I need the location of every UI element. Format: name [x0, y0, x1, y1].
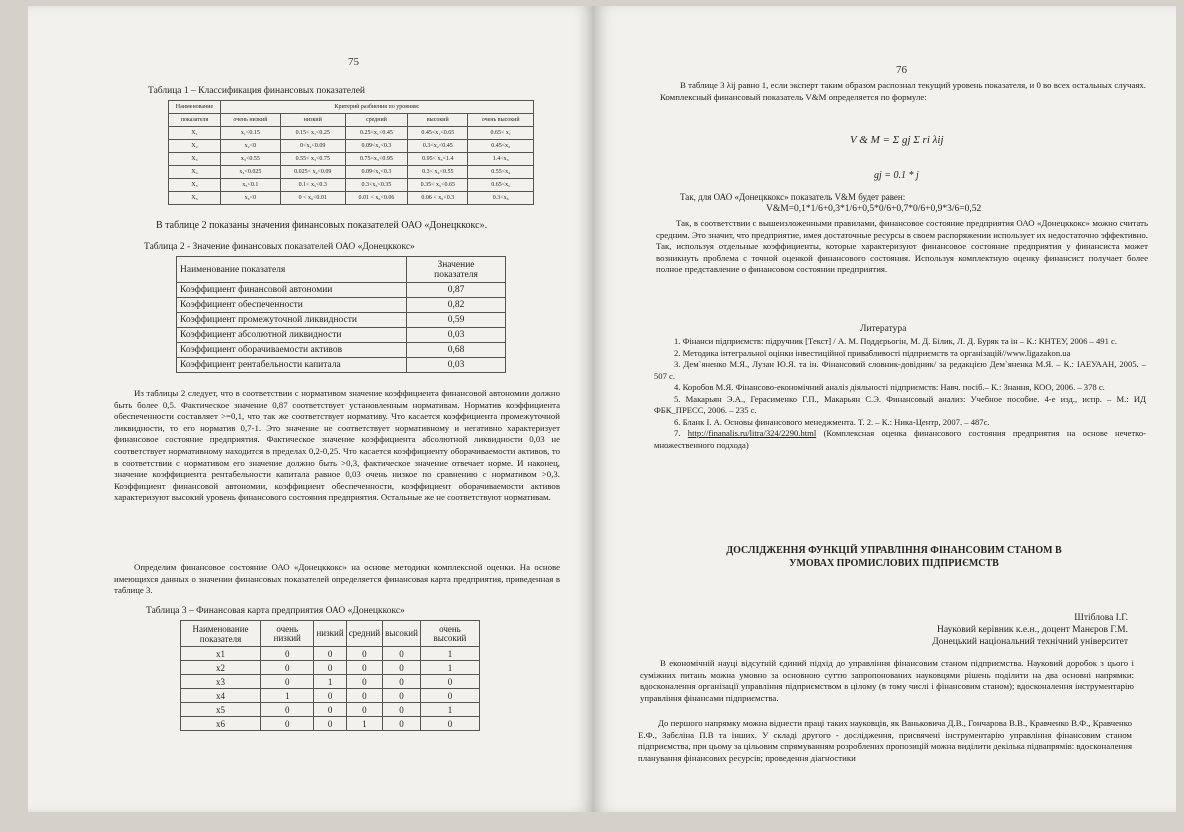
table-cell: 0.025< x₄<0.09 — [280, 166, 345, 179]
table-row — [181, 717, 480, 731]
t1-level: средний — [345, 114, 408, 127]
formula-g: gj = 0.1 * j — [874, 170, 919, 181]
table-cell: 0 — [261, 717, 314, 731]
table-cell: x₆<0 — [221, 192, 281, 205]
table-cell: 0 — [314, 703, 346, 717]
reference-item: 2. Методика інтегральної оцінки інвестиційної привабливості підприємств та організацій//www.ligazakon.ua — [674, 347, 1071, 358]
indicators-table — [176, 256, 506, 373]
t2-head-value — [407, 257, 506, 283]
table-cell: 0,03 — [407, 358, 506, 373]
table-cell: 0 — [383, 661, 421, 675]
table1-caption: Таблица 1 – Классификация финансовых показателей — [148, 86, 366, 96]
t3-head-name-1: Наименование — [192, 623, 249, 634]
table-cell: 0 — [383, 675, 421, 689]
table-cell: 1 — [420, 647, 479, 661]
table-row — [169, 192, 534, 205]
table-cell: 0 — [383, 689, 421, 703]
table-cell: 1 — [261, 689, 314, 703]
table-row — [177, 298, 506, 313]
table-cell: 0 — [383, 703, 421, 717]
table-row — [169, 140, 534, 153]
table-cell: 0.95< x₃<1.4 — [408, 153, 468, 166]
paragraph-article-2: До першого напрямку можна віднести праці таких науковців, як Ваньковича Д.В., Гончарова В.В., Кравченко В.Ф., Кравченко Е.Ф., Забєліна П.В та інших. У складі другого - дослідження, присвячені інструментарію управління фінансовим станом підприємства, при цьому за цільовим спрямуванням розроблених пропозицій можна виділити декілька підвапрямів: вдосконалення планування фінансових ресурсів; проведення діагностики — [638, 718, 1132, 763]
calc-intro: Так, для ОАО «Донецккокс» показатель V&M будет равен: — [680, 192, 906, 202]
article-title-line: ДОСЛІДЖЕННЯ ФУНКЦІЙ УПРАВЛІННЯ ФІНАНСОВИМ СТАНОМ В — [726, 545, 1062, 556]
table-cell: Коэффициент абсолютной ликвидности — [177, 328, 407, 343]
table-cell: 0.55< x₃<0.75 — [280, 153, 345, 166]
t1-level: очень низкий — [221, 114, 281, 127]
table-cell: 0 — [261, 647, 314, 661]
table-row — [169, 166, 534, 179]
author-name: Штіблова І.Г. — [1074, 613, 1128, 623]
table-cell: 0 — [314, 689, 346, 703]
page-number: 76 — [896, 64, 907, 76]
literature-heading: Литература — [860, 324, 907, 334]
table-cell: 1 — [346, 717, 382, 731]
table-cell: 0.65<x₅ — [468, 179, 534, 192]
table-row — [177, 343, 506, 358]
table-row — [169, 127, 534, 140]
t1-head-criteria: Критерий разбиения по уровням: — [221, 101, 534, 114]
paragraph-intro: В таблице 3 λij равно 1, если эксперт таким образом распознал текущий уровень показателя, и 0 во всех остальных случаях. Комплексный финансовый показатель V&M определяется по формуле: — [660, 80, 1146, 102]
table-cell: Коэффициент оборачиваемости активов — [177, 343, 407, 358]
table-cell: 0 — [261, 661, 314, 675]
t3-level: очень низкий — [261, 621, 314, 647]
reference-item: 1. Фінанси підприємств: підручник [Текст] / А. М. Поддєрьогін, М. Д. Білик, Л. Д. Буряк та ін – К.: КНТЕУ, 2006 – 491 с. — [674, 336, 1117, 346]
classification-table — [168, 100, 534, 205]
left-page — [28, 6, 594, 812]
t1-head-name-2: показателя — [169, 114, 221, 127]
t3-head-name-2: показателя — [199, 633, 242, 644]
table-cell: 0 — [346, 661, 382, 675]
table-cell: 0.1< x₅<0.3 — [280, 179, 345, 192]
table-cell: x₅<0.1 — [221, 179, 281, 192]
table-cell: 0 — [261, 703, 314, 717]
reference-item: 5. Макарьян Э.А., Герасименко Г.П., Макарьян С.Э. Финансовый анализ: Учебное пособие. 4-е изд., испр. – М.: ИД ФБК_ПРЕСС, 2006. – 235 с. — [654, 393, 1146, 415]
table-cell: 0.45<x₂ — [468, 140, 534, 153]
t2-head-value-1: Значение — [437, 259, 475, 270]
table-cell: 0 — [314, 661, 346, 675]
reference-item — [654, 428, 1146, 451]
table-cell: 0 — [346, 689, 382, 703]
table-cell: 0.15< x₁<0.25 — [280, 127, 345, 140]
table-cell: Коэффициент обеспеченности — [177, 298, 407, 313]
table-row — [177, 283, 506, 298]
paragraph-method: Определим финансовое состояние ОАО «Донецккокс» на основе методики комплексной оценки. На основе имеющихся данных о значении финансовых показателей определяется финансовая карта предприятия, приведенная в таблице 3. — [114, 562, 560, 596]
table-cell: X₄ — [169, 166, 221, 179]
table-row — [181, 703, 480, 717]
table-cell: 0 — [314, 647, 346, 661]
table-cell: 0,82 — [407, 298, 506, 313]
table-cell: 0.3<x₆ — [468, 192, 534, 205]
t2-head-value-2: показателя — [434, 269, 478, 280]
reference-list — [654, 336, 1146, 451]
reference-number: 7. — [674, 428, 681, 438]
t3-level: средний — [346, 621, 382, 647]
table1-followup: В таблице 2 показаны значения финансовых показателей ОАО «Донецккокс». — [156, 220, 488, 231]
table-cell: x6 — [181, 717, 261, 731]
table-cell: x₁<0.15 — [221, 127, 281, 140]
table-cell: 0.45<x₁<0.65 — [408, 127, 468, 140]
reference-link[interactable]: http://finanalis.ru/litra/324/2290.html — [687, 428, 817, 438]
table-cell: 1 — [314, 675, 346, 689]
paragraph-analysis: Из таблицы 2 следует, что в соответствии с нормативом значение коэффициента финансовой автономии должно быть более 0,5. Фактическое значение 0,87 соответствует установленным нормативам. Норматив коэффициента обеспеченности составляет >=0,1, что так же соответствует нормативу. Что касается коэффициента промежуточной ликвидности, то его норматив 0,7-1. Это значение не соответствует нормативному и негативно характеризует финансовое состояние предприятия. Фактическое значение коэффициента абсолютной ликвидности 0,03 не соответствует нормативному находится в пределах 0,2-0,25. Что касается коэффициенту оборачиваемости активов, то в соответствии с нормативом его значение должно быть >0,3, фактическое значение отвечает норме. И наконец, значение коэффициента рентабельности капитала равное 0,03 очень низкое по сравнению с нормативом >0,3. Коэффициент финансовой автономии, коэффициент обеспеченности, коэффициент оборачиваемости активов характеризуют высокий уровень финансового состояния предприятия. Остальные же не соответствуют нормативам. — [114, 388, 560, 503]
t1-head-name-1: Наименование — [169, 101, 221, 114]
table-cell: 0 — [420, 675, 479, 689]
paragraph-conclusion: Так, в соответствии с вышеизложенными правилами, финансовое состояние предприятия ОАО «Донецккокс» можно считать средним. Это значит, что предприятие, имея достаточные ресурсы в своем распоряжении использует их недостаточно эффективно. Так, используя отдельные коэффициенты, которые характеризуют финансовое состояние предприятия у финансиста может возникнуть проблема с точной оценкой финансового состояния. Используя комплектную оценку финансист получает более полное представление о финансовом состоянии предприятия. — [656, 218, 1148, 275]
t1-level: высокий — [408, 114, 468, 127]
table-cell: 0,03 — [407, 328, 506, 343]
table-cell: 0.65< x₁ — [468, 127, 534, 140]
table-cell: x1 — [181, 647, 261, 661]
table-row — [177, 358, 506, 373]
table-cell: 0 — [383, 647, 421, 661]
table-cell: 0.3<x₅<0.35 — [345, 179, 408, 192]
table-cell: 0,59 — [407, 313, 506, 328]
table-cell: X₁ — [169, 127, 221, 140]
supervisor: Науковий керівник к.е.н., доцент Манєров Г.М. — [937, 625, 1128, 635]
table-cell: 1.4<x₃ — [468, 153, 534, 166]
table-cell: x₂<0 — [221, 140, 281, 153]
table-cell: x2 — [181, 661, 261, 675]
article-title — [654, 544, 1134, 570]
t3-level: высокий — [383, 621, 421, 647]
author-block — [794, 612, 1128, 648]
table-cell: 0 — [346, 647, 382, 661]
table-cell: 0.09<x₂<0.3 — [345, 140, 408, 153]
reference-item: 3. Дем`яненко М.Я., Лузан Ю.Я. та ін. Фінансовий словник-довідник/ за редакцією Дем`яненка М.Я. – К.: ІАЕУААН, 2005. – 507 с. — [654, 359, 1146, 381]
paragraph-article-1: В економічній науці відсутній єдиний підхід до управління фінансовим станом підприємства. Науковий доробок з цього і суміжних питань можна умовно за основною суттю запропонованих науковцями рішень поділити на два основні напрямки: вдосконалення організації управління підприємством в цілому (в тому числі і фінансовим станом); вдосконалення інструментарію управління фінансами підприємства. — [640, 658, 1134, 703]
table-cell: x5 — [181, 703, 261, 717]
table-cell: Коэффициент рентабельности капитала — [177, 358, 407, 373]
table-cell: 0.3<x₂<0.45 — [408, 140, 468, 153]
table-cell: x4 — [181, 689, 261, 703]
reference-item: 4. Коробов М.Я. Фінансово-економічний аналіз діяльності підприємств: Навч. посіб.– К.: Знання, КОО, 2006. – 378 с. — [674, 382, 1105, 392]
table-row — [177, 313, 506, 328]
table-cell: Коэффициент финансовой автономии — [177, 283, 407, 298]
table-row — [181, 689, 480, 703]
table-cell: 0,87 — [407, 283, 506, 298]
table-cell: x₄<0.025 — [221, 166, 281, 179]
table-cell: x3 — [181, 675, 261, 689]
t3-level: низкий — [314, 621, 346, 647]
table3-caption: Таблица 3 – Финансовая карта предприятия ОАО «Донецккокс» — [146, 606, 405, 616]
calc-result: V&M=0,1*1/6+0,3*1/6+0,5*0/6+0,7*0/6+0,9*3/6=0,52 — [766, 204, 982, 214]
table-row — [181, 647, 480, 661]
formula-vm: V & M = Σ gj Σ ri λij — [850, 134, 944, 146]
table-cell: 0.55<x₄ — [468, 166, 534, 179]
table-cell: Коэффициент промежуточной ликвидности — [177, 313, 407, 328]
t3-level: очень высокий — [420, 621, 479, 647]
table-cell: 0 — [383, 717, 421, 731]
table-cell: 0.3< x₄<0.55 — [408, 166, 468, 179]
table-cell: 0 — [420, 689, 479, 703]
table-cell: 0.75<x₃<0.95 — [345, 153, 408, 166]
table-cell: 0.25<x₁<0.45 — [345, 127, 408, 140]
table-row — [169, 153, 534, 166]
table-cell: X₂ — [169, 140, 221, 153]
table-cell: 0.35< x₅<0.65 — [408, 179, 468, 192]
table-cell: 0 — [420, 717, 479, 731]
table-cell: 1 — [420, 703, 479, 717]
table-row — [169, 179, 534, 192]
table-cell: 0 — [261, 675, 314, 689]
table-cell: X₃ — [169, 153, 221, 166]
table-cell: 0 — [346, 703, 382, 717]
table-cell: 0.06 < x₆<0.3 — [408, 192, 468, 205]
t3-head-name — [181, 621, 261, 647]
right-page — [594, 6, 1176, 812]
table-cell: x₃<0.55 — [221, 153, 281, 166]
table-cell: 0 — [346, 675, 382, 689]
reference-description: (Комплексная оценка финансового состояния предприятия на основе нечетко-множественного подхода) — [654, 428, 1147, 450]
table-row — [177, 328, 506, 343]
table-cell: X₅ — [169, 179, 221, 192]
table-cell: 0,68 — [407, 343, 506, 358]
table-cell: 1 — [420, 661, 479, 675]
t1-level: очень высокий — [468, 114, 534, 127]
table-row — [181, 661, 480, 675]
table-cell: 0.01 < x₆<0.06 — [345, 192, 408, 205]
table-cell: 0 < x₆<0.01 — [280, 192, 345, 205]
t2-head-name: Наименование показателя — [177, 257, 407, 283]
table-cell: X₆ — [169, 192, 221, 205]
financial-map-table — [180, 620, 480, 731]
table-cell: 0.09<x₄<0.3 — [345, 166, 408, 179]
t1-level: низкий — [280, 114, 345, 127]
table-row — [181, 675, 480, 689]
article-title-line: УМОВАХ ПРОМИСЛОВИХ ПІДПРИЄМСТВ — [789, 558, 999, 569]
reference-item: 6. Бланк І. А. Основы финансового менеджмента. Т. 2. – К.: Ника-Центр, 2007. – 487с. — [674, 416, 990, 427]
page-number: 75 — [348, 56, 359, 68]
table-cell: 0 — [314, 717, 346, 731]
table-cell: 0<x₂<0.09 — [280, 140, 345, 153]
university: Донецький національний технічний університет — [932, 637, 1128, 647]
table2-caption: Таблица 2 - Значение финансовых показателей ОАО «Донецккокс» — [144, 242, 415, 252]
